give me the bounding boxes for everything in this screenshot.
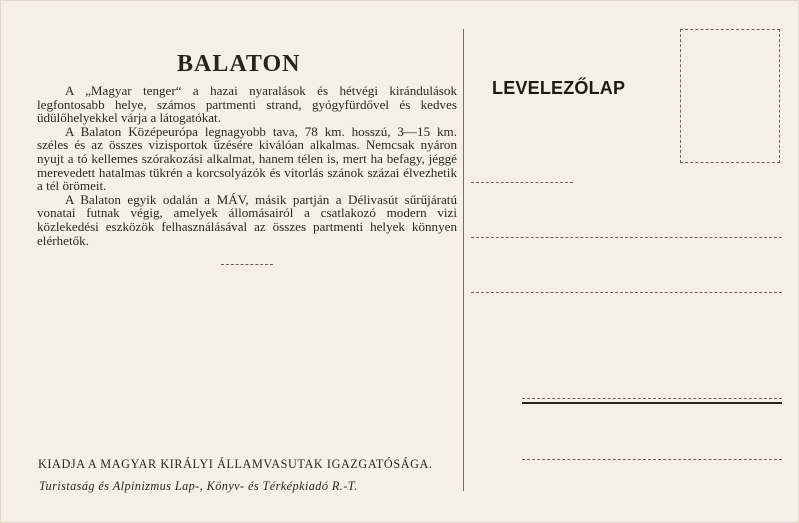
- address-line-4: [522, 398, 782, 399]
- address-line-5: [522, 459, 782, 460]
- paragraph-2: A Balaton Középeurópa legnagyobb tava, 78 km. hosszú, 3—15 km. széles és az összes vizisportok űzésére kiválóan alkalmas. Nemcsak nyáron nyujt a tó kellemes szórakozási alkalmat, hanem télen is, mert ha befagy, jéggé merevedett hatalmas tükrén a korcsolyázók és vitorlás szánok százai élvezhetik a tél örömeit.: [37, 123, 457, 194]
- paragraph-1: A „Magyar tenger“ a hazai nyaralások és hétvégi kirándulások legfontosabb helye, számos partmenti strand, gyógyfürdővel és kedves üdülőhelyekkel várja a látogatókat.: [37, 83, 457, 126]
- center-divider: [463, 29, 464, 491]
- description-text: [37, 84, 457, 247]
- text-end-divider: [221, 264, 273, 265]
- publisher-line: KIADJA A MAGYAR KIRÁLYI ÁLLAMVASUTAK IGAZGATÓSÁGA.: [38, 457, 433, 471]
- stamp-box: [680, 29, 780, 163]
- publisher-subline: Turistaság és Alpinizmus Lap-, Könyv- és Térképkiadó R.-T.: [39, 479, 358, 493]
- address-underline: [522, 402, 782, 404]
- postcard-label: LEVELEZŐLAP: [492, 78, 626, 98]
- address-line-2: [471, 237, 782, 238]
- address-line-3: [471, 292, 782, 293]
- card-title: BALATON: [177, 51, 301, 77]
- address-line-1: [471, 182, 573, 183]
- paragraph-3: A Balaton egyik odalán a MÁV, másik partján a Délivasút sűrűjáratú vonatai futnak végig, amelyek állomásairól a csatlakozó modern vizi közlekedési eszközök felhasználásával az összes partmenti helyek könnyen elérhetők.: [37, 191, 457, 248]
